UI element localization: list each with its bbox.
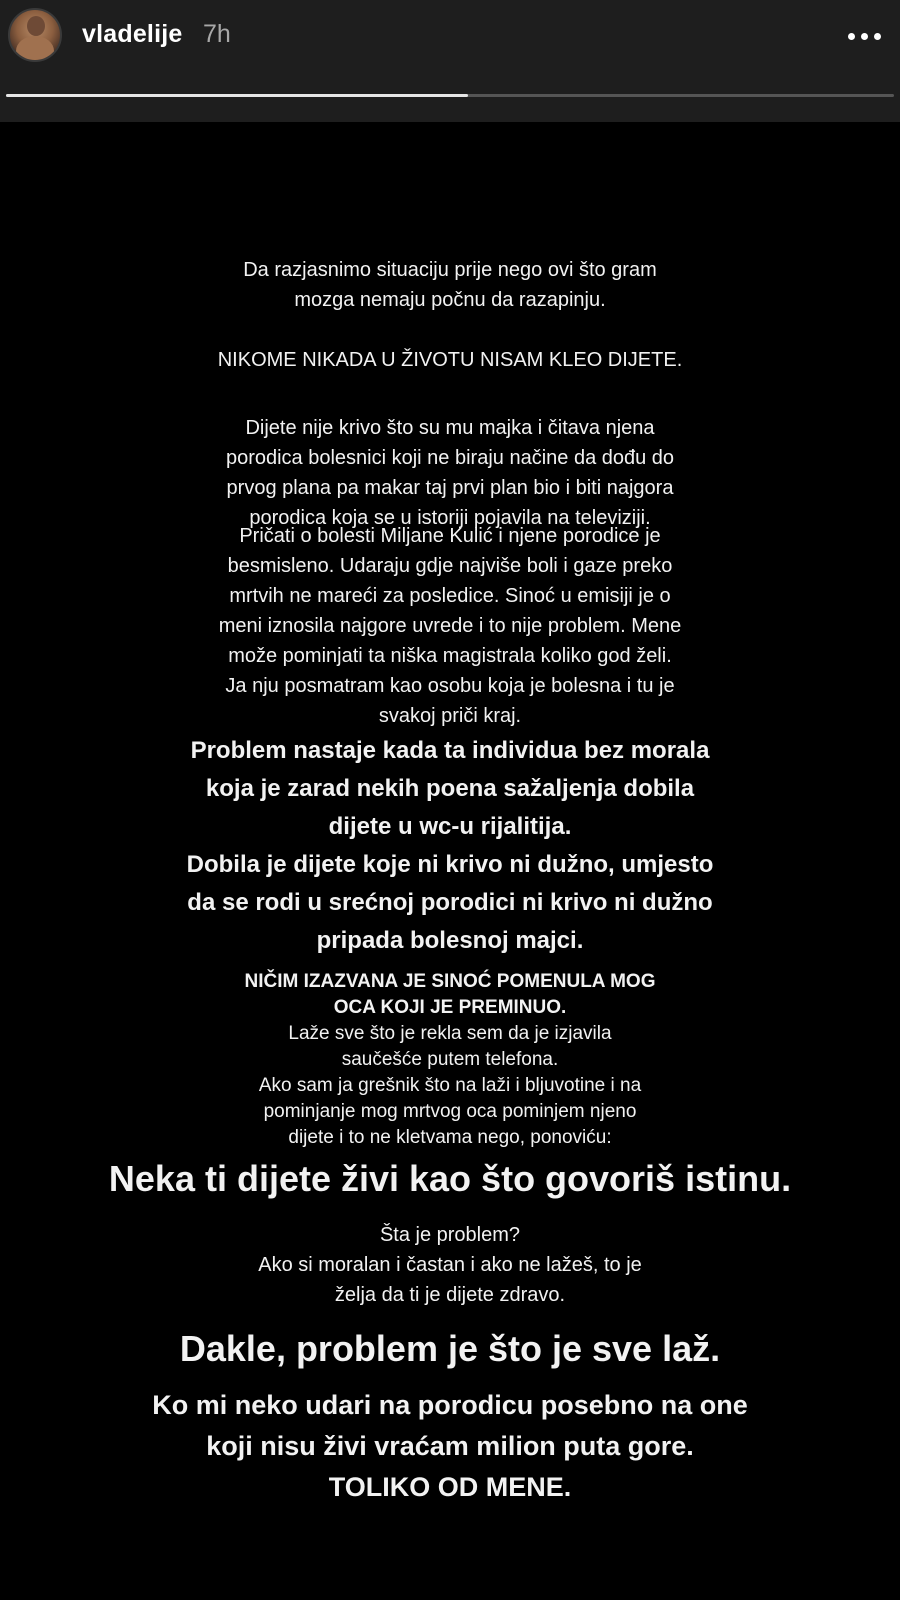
avatar[interactable] [8, 8, 62, 62]
story-text-line: meni iznosila najgore uvrede i to nije problem. Mene [218, 615, 682, 637]
story-text-line: Laže sve što je rekla sem da je izjavila [288, 1023, 612, 1044]
story-text-line: Ja nju posmatram kao osobu koja je bolesna i tu je [225, 675, 675, 697]
story-text-line: Da razjasnimo situaciju prije nego ovi što gram [243, 259, 657, 281]
story-text-line: Dijete nije krivo što su mu majka i čitava njena [245, 417, 655, 439]
story-text-line: pominjanje mog mrtvog oca pominjem njeno [263, 1101, 637, 1122]
story-text-line: Problem nastaje kada ta individua bez morala [190, 737, 710, 764]
story-text-line: saučešće putem telefona. [341, 1049, 559, 1070]
story-progress-bar [6, 94, 894, 97]
story-text-line: Dobila je dijete koje ni krivo ni dužno, umjesto [186, 851, 714, 878]
story-text-line: Šta je problem? [379, 1224, 521, 1246]
username[interactable]: vladelije [82, 20, 183, 48]
story-text-line: dijete i to ne kletvama nego, ponoviću: [288, 1127, 612, 1148]
story-text-line: prvog plana pa makar taj prvi plan bio i biti najgora [226, 477, 674, 499]
story-progress-fill [6, 94, 468, 97]
story-text-line: porodica koja se u istoriji pojavila na televiziji. [249, 507, 651, 529]
story-text-line: OCA KOJI JE PREMINUO. [333, 997, 567, 1018]
story-text-line: da se rodi u srećnoj porodici ni krivo ni dužno [187, 889, 713, 916]
story-text-line: Ako sam ja grešnik što na laži i bljuvotine i na [258, 1075, 642, 1096]
post-time: 7h [203, 20, 231, 48]
story-text-line: Ako si moralan i častan i ako ne lažeš, to je [258, 1254, 642, 1276]
more-dots-icon[interactable] [834, 22, 894, 50]
story-text-line: Dakle, problem je što je sve laž. [179, 1328, 721, 1369]
story-text-line: koji nisu živi vraćam milion puta gore. [206, 1431, 694, 1461]
story-text-line: Neka ti dijete živi kao što govoriš istinu. [108, 1158, 792, 1199]
avatar-head-shape [27, 16, 45, 36]
story-text-line: može pominjati ta niška magistrala koliko god želi. [228, 645, 672, 667]
dot [848, 33, 855, 40]
story-text-line: Pričati o bolesti Miljane Kulić i njene porodice je [239, 525, 661, 547]
story-text-line: svakoj priči kraj. [378, 705, 522, 727]
dot [874, 33, 881, 40]
story-text-line: koja je zarad nekih poena sažaljenja dobila [205, 775, 695, 802]
story-text-line: NIKOME NIKADA U ŽIVOTU NISAM KLEO DIJETE. [217, 349, 683, 371]
avatar-body-shape [16, 36, 54, 62]
story-text-line: NIČIM IZAZVANA JE SINOĆ POMENULA MOG [244, 971, 656, 992]
story-text-line: pripada bolesnoj majci. [316, 927, 584, 954]
story-text-line: porodica bolesnici koji ne biraju načine da dođu do [225, 447, 675, 469]
story-text-line: besmisleno. Udaraju gdje najviše boli i gaze preko [227, 555, 673, 577]
story-header [0, 0, 900, 122]
story-content[interactable] [0, 122, 900, 1600]
story-text-line: Ko mi neko udari na porodicu posebno na one [152, 1390, 748, 1420]
dot [861, 33, 868, 40]
story-text-line: dijete u wc-u rijalitija. [328, 813, 572, 840]
story-text-line: mrtvih ne mareći za posledice. Sinoć u emisiji je o [229, 585, 671, 607]
story-text-line: TOLIKO OD MENE. [328, 1472, 572, 1502]
story-text-line: mozga nemaju počnu da razapinju. [294, 289, 606, 311]
story-text-line: želja da ti je dijete zdravo. [334, 1284, 566, 1306]
